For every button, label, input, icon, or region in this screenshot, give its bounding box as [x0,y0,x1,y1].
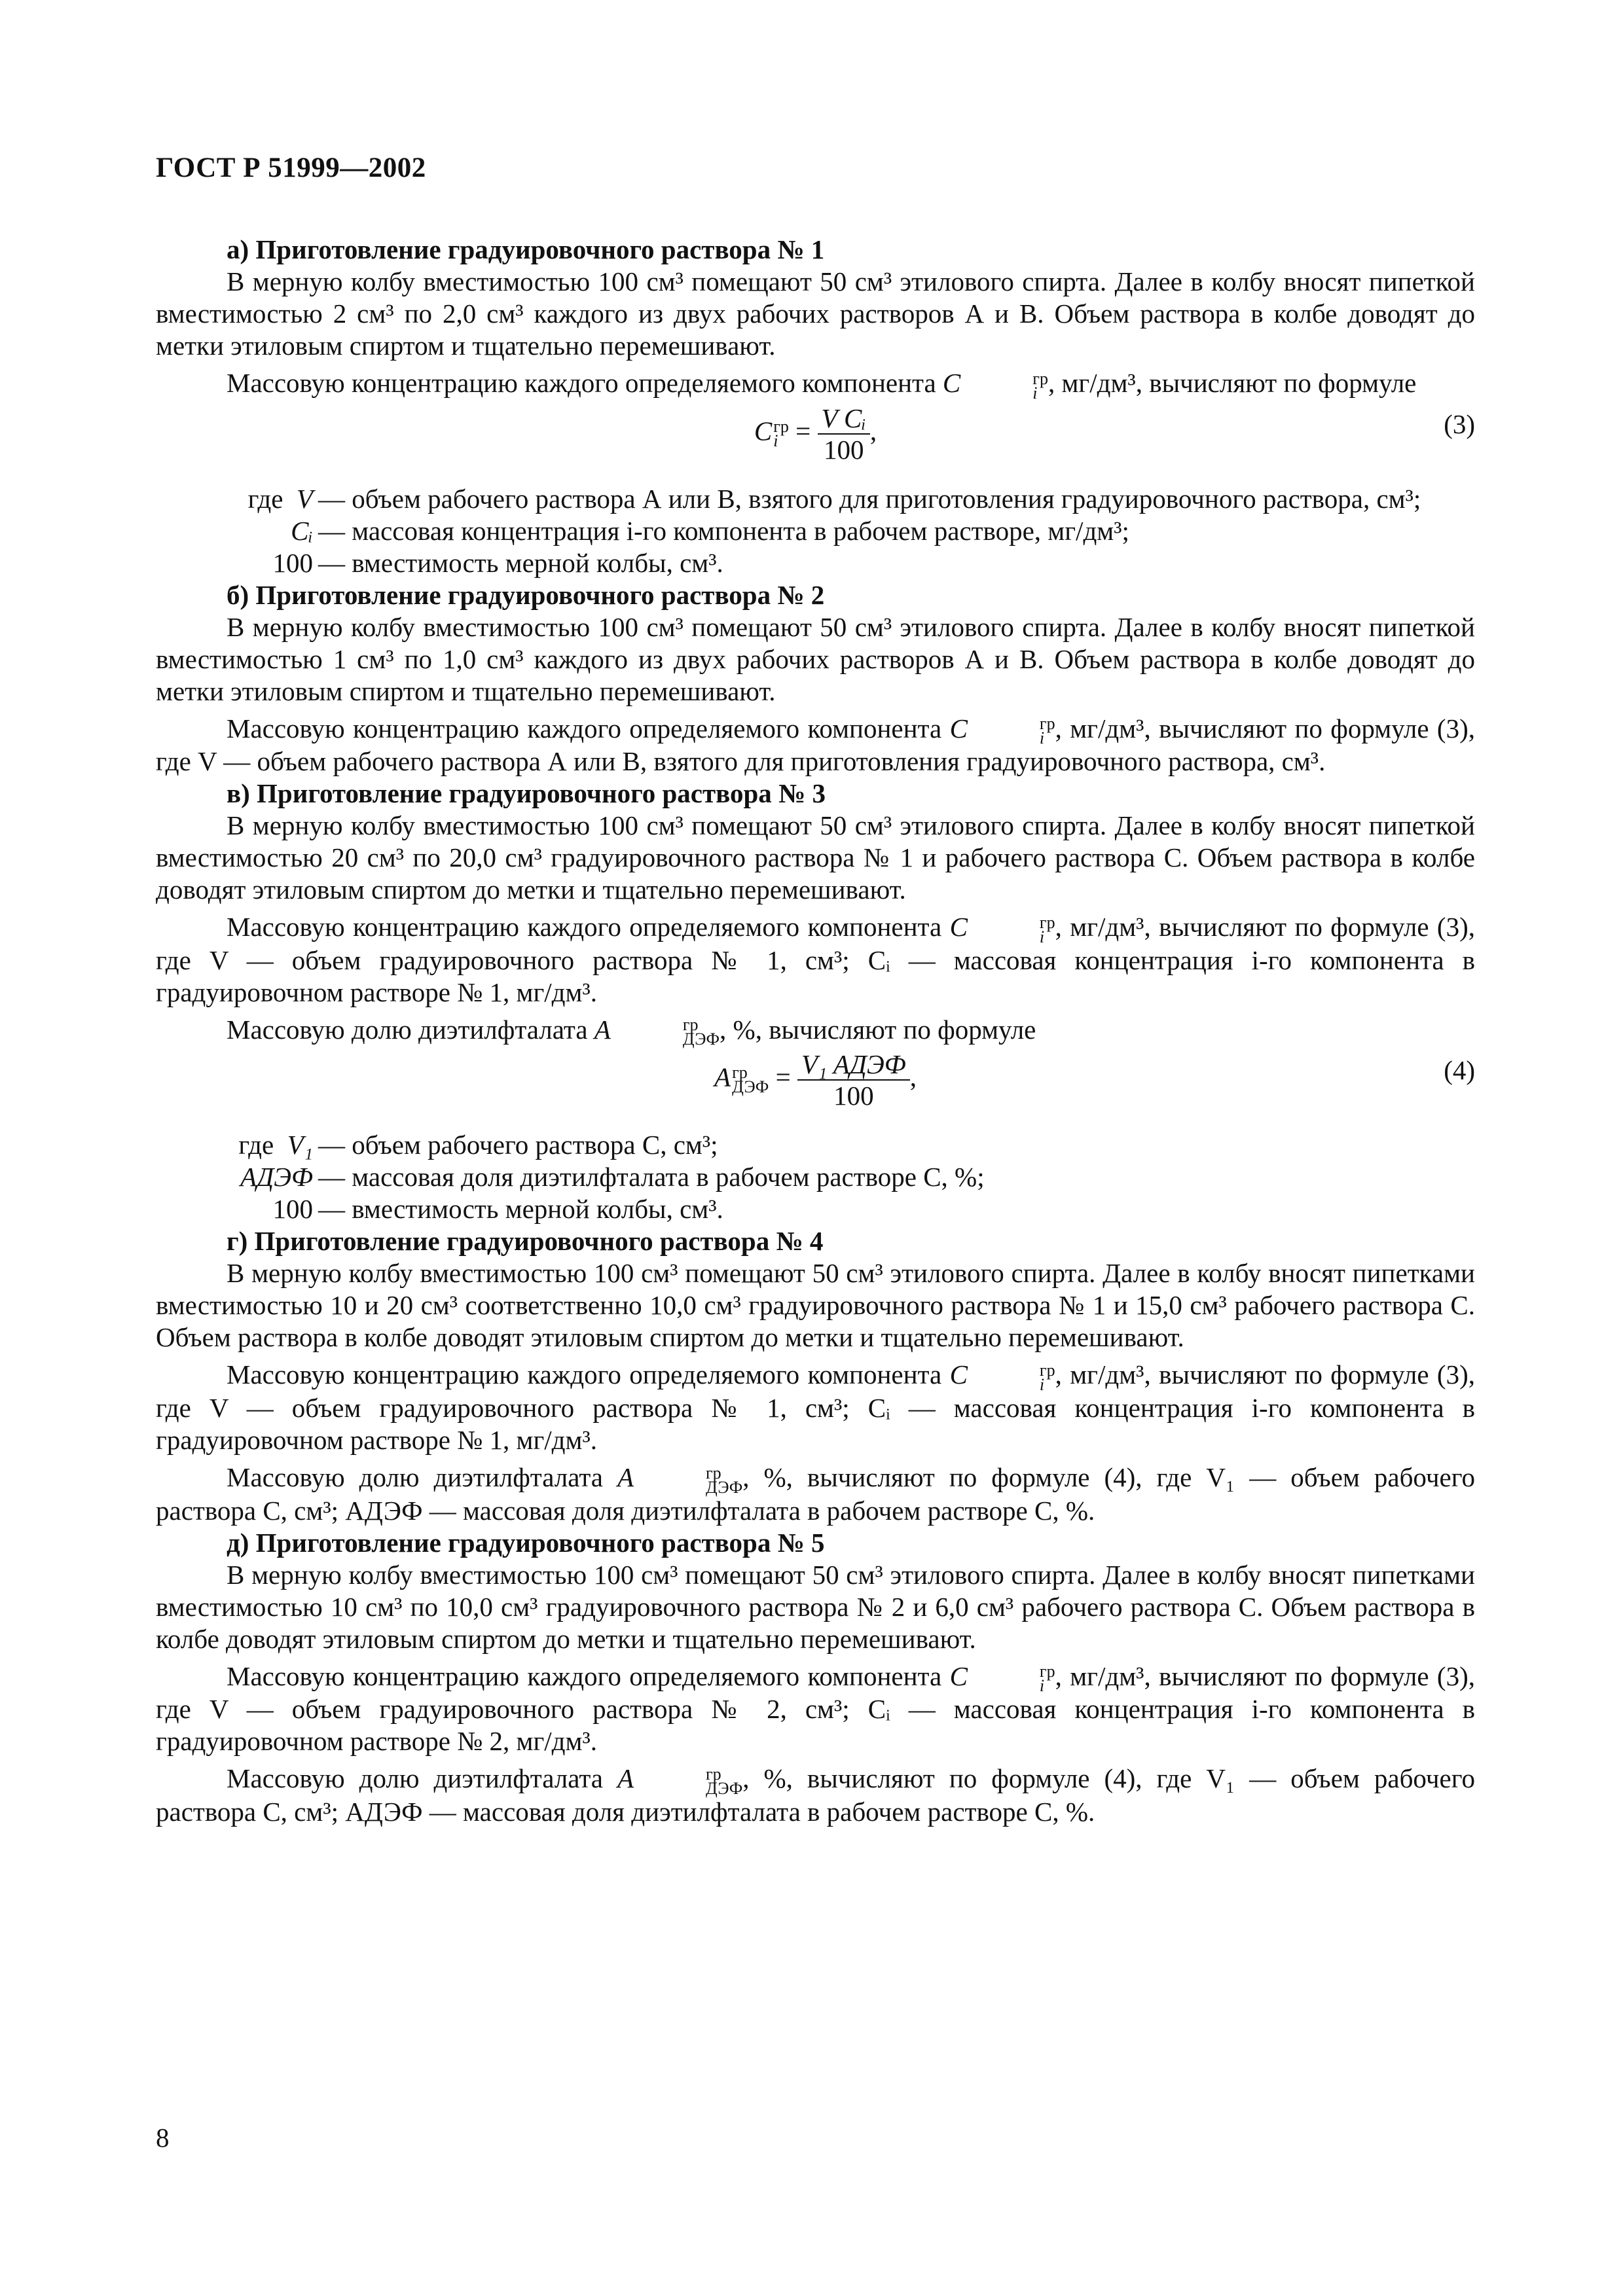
section-d-heading: г) Приготовление градуировочного раствора № 4 [227,1226,824,1257]
symbol-supsub: гр i [1032,368,1048,403]
section-c-paragraph-3: Массовую долю диэтилфталата A гр ДЭФ , %, вычисляют по формуле [227,1014,1036,1049]
section-a-paragraph-2: Массовую концентрацию каждого определяемого компонента C гр i , мг/дм³, вычисляют по формуле [227,368,1417,403]
section-d-paragraph-2: Массовую концентрацию каждого определяемого компонента C гр i , мг/дм³, вычисляют по формуле (3), где V — объем градуировочного раствора № 1, см³; Cᵢ — массовая концентрация i-го компонента в градуировочном растворе № 1, мг/дм³. [156,1359,1475,1455]
page-number: 8 [156,2123,170,2153]
formula-4-fraction: $\frac{\text{V₁ AДЭФ}}{100}$ [797,1049,910,1111]
document-body [156,234,1475,1828]
section-b-paragraph-1: В мерную колбу вместимостью 100 см³ помещают 50 см³ этилового спирта. Далее в колбу вносят пипеткой вместимостью 1 см³ по 1,0 см³ каждого из двух рабочих растворов А и В. Объем раствора в колбе доводят до метки этиловым спиртом и тщательно перемешивают. [156,611,1475,706]
section-d-paragraph-3: Массовую долю диэтилфталата A гр ДЭФ , %, вычисляют по формуле (4), где V₁ — объем рабочего раствора С, см³; AДЭФ — массовая доля диэтилфталата в рабочем растворе С, %. [156,1462,1475,1526]
section-a-paragraph-1: В мерную колбу вместимостью 100 см³ помещают 50 см³ этилового спирта. Далее в колбу вносят пипеткой вместимостью 2 см³ по 2,0 см³ каждого из двух рабочих растворов А и В. Объем раствора в колбе доводят до метки этиловым спиртом и тщательно перемешивают. [156,266,1475,361]
formula-3-fraction: $\frac{\text{V Cᵢ}}{100}$ [818,403,870,465]
formula-3-number: (3) [1444,408,1475,439]
section-c-where-list: где V₁ — объем рабочего раствора С, см³; AДЭФ — массовая доля диэтилфталата в рабочем растворе С, %; 100 — вместимость мерной колбы, см³. [238,1130,985,1225]
section-c-heading: в) Приготовление градуировочного раствора № 3 [227,778,826,809]
section-d-paragraph-1: В мерную колбу вместимостью 100 см³ помещают 50 см³ этилового спирта. Далее в колбу вносят пипетками вместимостью 10 и 20 см³ соответственно 10,0 см³ градуировочного раствора № 1 и 15,0 см³ рабочего раствора С. Объем раствора в колбе доводят этиловым спиртом до метки и тщательно перемешивают. [156,1258,1475,1353]
section-b-paragraph-2: Массовую концентрацию каждого определяемого компонента C гр i , мг/дм³, вычисляют по формуле (3), где V — объем рабочего раствора А или В, взятого для приготовления градуировочного раствора, см³. [156,713,1475,777]
symbol-c: C [942,368,961,398]
section-e-heading: д) Приготовление градуировочного раствора № 5 [227,1527,825,1558]
section-e-paragraph-1: В мерную колбу вместимостью 100 см³ помещают 50 см³ этилового спирта. Далее в колбу вносят пипетками вместимостью 10 см³ по 10,0 см³ градуировочного раствора № 2 и 6,0 см³ рабочего раствора С. Объем раствора в колбе доводят этиловым спиртом до метки и тщательно перемешивают. [156,1559,1475,1654]
section-a-where-list: где V — объем рабочего раствора А или В, взятого для приготовления градуировочного раствора, см³; Cᵢ — массовая концентрация i-го компонента в рабочем растворе, мг/дм³; 100 — вместимость мерной колбы, см³. [247,483,1421,578]
formula-4: A гр ДЭФ = $\frac{\text{V₁ AДЭФ}}{100}$ , (4) [714,1049,1475,1111]
document-header: ГОСТ Р 51999—2002 [156,152,426,183]
section-c-paragraph-1: В мерную колбу вместимостью 100 см³ помещают 50 см³ этилового спирта. Далее в колбу вносят пипеткой вместимостью 20 см³ по 20,0 см³ градуировочного раствора № 1 и рабочего раствора С. Объем раствора в колбе доводят этиловым спиртом до метки и тщательно перемешивают. [156,810,1475,905]
formula-3: C гр i = $\frac{\text{V Cᵢ}}{100}$ , (3) [754,403,1475,465]
section-e-paragraph-3: Массовую долю диэтилфталата A гр ДЭФ , %, вычисляют по формуле (4), где V₁ — объем рабочего раствора С, см³; AДЭФ — массовая доля диэтилфталата в рабочем растворе С, %. [156,1763,1475,1827]
section-b-heading: б) Приготовление градуировочного раствора № 2 [227,579,825,610]
section-a-heading: а) Приготовление градуировочного раствора № 1 [227,234,825,264]
formula-4-number: (4) [1444,1055,1475,1086]
section-e-paragraph-2: Массовую концентрацию каждого определяемого компонента C гр i , мг/дм³, вычисляют по формуле (3), где V — объем градуировочного раствора № 2, см³; Cᵢ — массовая концентрация i-го компонента в градуировочном растворе № 2, мг/дм³. [156,1660,1475,1757]
section-c-paragraph-2: Массовую концентрацию каждого определяемого компонента C гр i , мг/дм³, вычисляют по формуле (3), где V — объем градуировочного раствора № 1, см³; Cᵢ — массовая концентрация i-го компонента в градуировочном растворе № 1, мг/дм³. [156,912,1475,1007]
